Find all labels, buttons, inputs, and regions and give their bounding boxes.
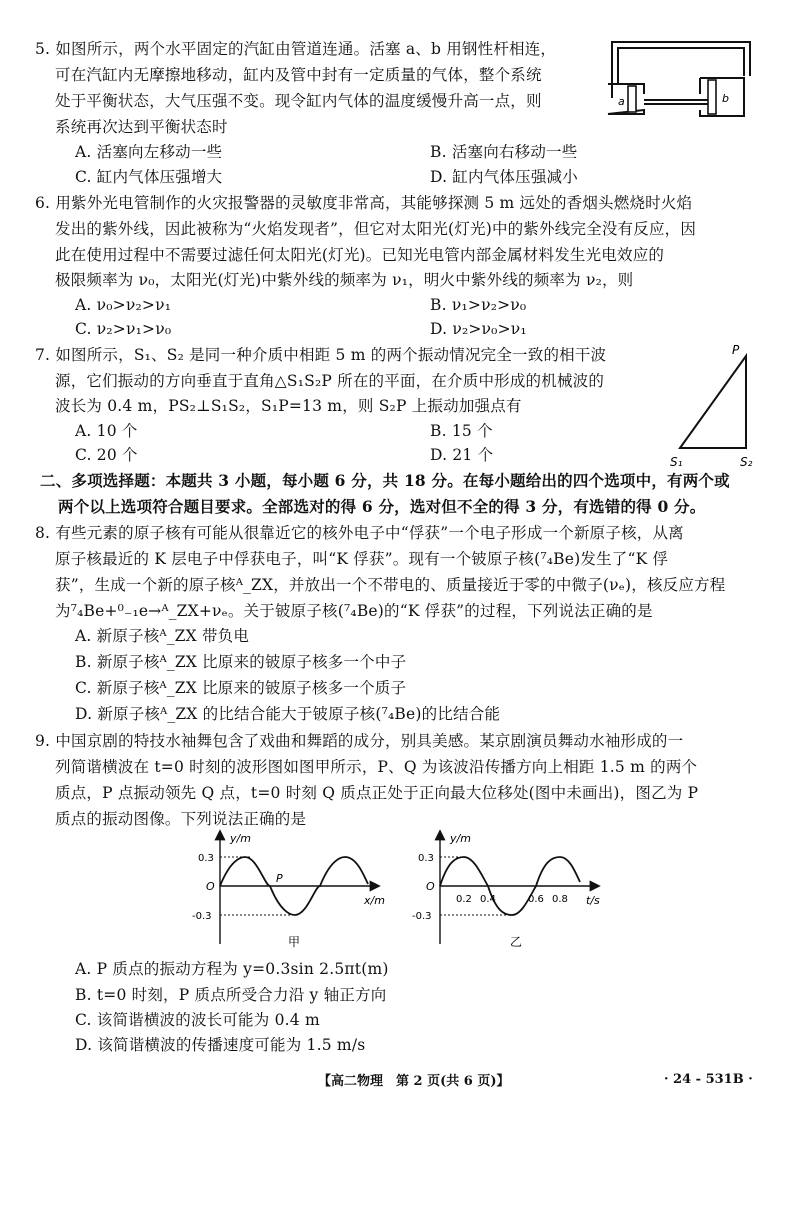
section2-heading-line-2: 两个以上选项符合题目要求。全部选对的得 6 分，选对但不全的得 3 分，有选错的得 0 分。 bbox=[58, 497, 706, 516]
q5-option-d: D. 缸内气体压强减小 bbox=[430, 168, 578, 186]
label-b: b bbox=[722, 92, 729, 105]
q5-line-1: 5. 如图所示，两个水平固定的汽缸由管道连通。活塞 a、b 用钢性杆相连， bbox=[35, 40, 557, 58]
q9-line-1: 9. 中国京剧的特技水袖舞包含了戏曲和舞蹈的成分，别具美感。某京剧演员舞动水袖形成的一 bbox=[35, 732, 684, 750]
q8-line-1: 8. 有些元素的原子核有可能从很靠近它的核外电子中“俘获”一个电子形成一个新原子核，从离 bbox=[35, 524, 684, 542]
q6-line-3: 此在使用过程中不需要过滤任何太阳光(灯光)。已知光电管内部金属材料发生光电效应的 bbox=[55, 246, 665, 264]
q8-option-d: D. 新原子核ᴬ_ZX 的比结合能大于铍原子核(⁷₄Be)的比结合能 bbox=[75, 705, 501, 723]
q9-option-a: A. P 质点的振动方程为 y=0.3sin 2.5πt(m) bbox=[75, 960, 389, 978]
xtick-0-4: 0.4 bbox=[480, 894, 496, 905]
q8-option-a: A. 新原子核ᴬ_ZX 带负电 bbox=[75, 627, 250, 645]
q9-graph-yi bbox=[414, 826, 614, 954]
q5-option-a: A. 活塞向左移动一些 bbox=[75, 143, 223, 161]
label-s1: S₁ bbox=[670, 455, 683, 469]
q9-line-3: 质点，P 点振动领先 Q 点，t=0 时刻 Q 质点正处于正向最大位移处(图中未画出)，图乙为 P bbox=[55, 784, 699, 802]
q7-triangle-figure bbox=[666, 342, 766, 472]
q8-option-b: B. 新原子核ᴬ_ZX 比原来的铍原子核多一个中子 bbox=[75, 653, 407, 671]
q8-line-2: 原子核最近的 K 层电子中俘获电子，叫“K 俘获”。现有一个铍原子核(⁷₄Be)发生了“K 俘 bbox=[55, 550, 669, 568]
point-p-jia: P bbox=[276, 872, 283, 885]
q6-line-4: 极限频率为 ν₀，太阳光(灯光)中紫外线的频率为 ν₁，明火中紫外线的频率为 ν₂，则 bbox=[55, 271, 634, 289]
ytick-pos-yi: 0.3 bbox=[418, 853, 434, 864]
q6-option-c: C. ν₂>ν₁>ν₀ bbox=[75, 320, 172, 338]
piston-b bbox=[708, 80, 716, 114]
ytick-pos-jia: 0.3 bbox=[198, 853, 214, 864]
q8-line-4: 为⁷₄Be+⁰₋₁e→ᴬ_ZX+νₑ。关于铍原子核(⁷₄Be)的“K 俘获”的过程，下列说法正确的是 bbox=[55, 602, 653, 620]
label-a: a bbox=[618, 95, 625, 108]
q7-line-3: 波长为 0.4 m，PS₂⊥S₁S₂，S₁P=13 m，则 S₂P 上振动加强点有 bbox=[55, 397, 522, 415]
q6-line-1: 6. 用紫外光电管制作的火灾报警器的灵敏度非常高，其能够探测 5 m 远处的香烟头燃烧时火焰 bbox=[35, 194, 693, 212]
q7-option-a: A. 10 个 bbox=[75, 422, 138, 440]
q7-line-1: 7. 如图所示，S₁、S₂ 是同一种介质中相距 5 m 的两个振动情况完全一致的相干波 bbox=[35, 346, 607, 364]
xlabel-yi: t/s bbox=[586, 894, 600, 907]
q9-graph-jia bbox=[192, 826, 392, 954]
label-s2: S₂ bbox=[740, 455, 753, 469]
q5-line-2: 可在汽缸内无摩擦地移动，缸内及管中封有一定质量的气体，整个系统 bbox=[55, 66, 542, 84]
q9-line-2: 列简谐横波在 t=0 时刻的波形图如图甲所示，P、Q 为该波沿传播方向上相距 1.5 m 的两个 bbox=[55, 758, 698, 776]
q7-option-d: D. 21 个 bbox=[430, 446, 494, 464]
q6-option-a: A. ν₀>ν₂>ν₁ bbox=[75, 296, 172, 314]
q6-option-d: D. ν₂>ν₀>ν₁ bbox=[430, 320, 527, 338]
q5-line-3: 处于平衡状态，大气压强不变。现令缸内气体的温度缓慢升高一点，则 bbox=[55, 92, 542, 110]
q5-cylinder-figure bbox=[604, 36, 756, 122]
q9-option-d: D. 该简谐横波的传播速度可能为 1.5 m/s bbox=[75, 1036, 366, 1054]
ylabel-jia: y/m bbox=[230, 832, 251, 845]
piston-a bbox=[628, 86, 636, 112]
q7-line-2: 源，它们振动的方向垂直于直角△S₁S₂P 所在的平面，在介质中形成的机械波的 bbox=[55, 372, 605, 390]
q9-option-b: B. t=0 时刻，P 质点所受合力沿 y 轴正方向 bbox=[75, 986, 387, 1004]
triangle-s1-s2-p bbox=[680, 356, 746, 448]
q8-line-3: 获”，生成一个新的原子核ᴬ_ZX，并放出一个不带电的、质量接近于零的中微子(νₑ)，核反应方程 bbox=[55, 576, 726, 594]
xtick-0-8: 0.8 bbox=[552, 894, 568, 905]
section2-heading-line-1: 二、多项选择题：本题共 3 小题，每小题 6 分，共 18 分。在每小题给出的四个选项中，有两个或 bbox=[40, 471, 730, 490]
ytick-neg-yi: -0.3 bbox=[412, 911, 432, 922]
footer-exam-code: · 24 - 531B · bbox=[664, 1072, 753, 1087]
q6-line-2: 发出的紫外线，因此被称为“火焰发现者”，但它对太阳光(灯光)中的紫外线完全没有反应，因 bbox=[55, 220, 697, 238]
q9-option-c: C. 该简谐横波的波长可能为 0.4 m bbox=[75, 1011, 320, 1029]
q7-option-c: C. 20 个 bbox=[75, 446, 138, 464]
q5-option-c: C. 缸内气体压强增大 bbox=[75, 168, 223, 186]
xlabel-jia: x/m bbox=[364, 894, 385, 907]
origin-yi: O bbox=[426, 880, 435, 893]
ytick-neg-jia: -0.3 bbox=[192, 911, 212, 922]
q7-option-b: B. 15 个 bbox=[430, 422, 493, 440]
label-p: P bbox=[732, 343, 740, 357]
caption-yi: 乙 bbox=[510, 935, 523, 949]
q6-option-b: B. ν₁>ν₂>ν₀ bbox=[430, 296, 527, 314]
q5-option-b: B. 活塞向右移动一些 bbox=[430, 143, 578, 161]
xtick-0-6: 0.6 bbox=[528, 894, 544, 905]
footer-page-info: 【高二物理 第 2 页(共 6 页)】 bbox=[318, 1074, 510, 1089]
q5-line-4: 系统再次达到平衡状态时 bbox=[55, 118, 228, 136]
ylabel-yi: y/m bbox=[450, 832, 471, 845]
q9-line-4: 质点的振动图像。下列说法正确的是 bbox=[55, 810, 307, 828]
caption-jia: 甲 bbox=[288, 935, 301, 949]
q8-option-c: C. 新原子核ᴬ_ZX 比原来的铍原子核多一个质子 bbox=[75, 679, 407, 697]
xtick-0-2: 0.2 bbox=[456, 894, 472, 905]
origin-jia: O bbox=[206, 880, 215, 893]
